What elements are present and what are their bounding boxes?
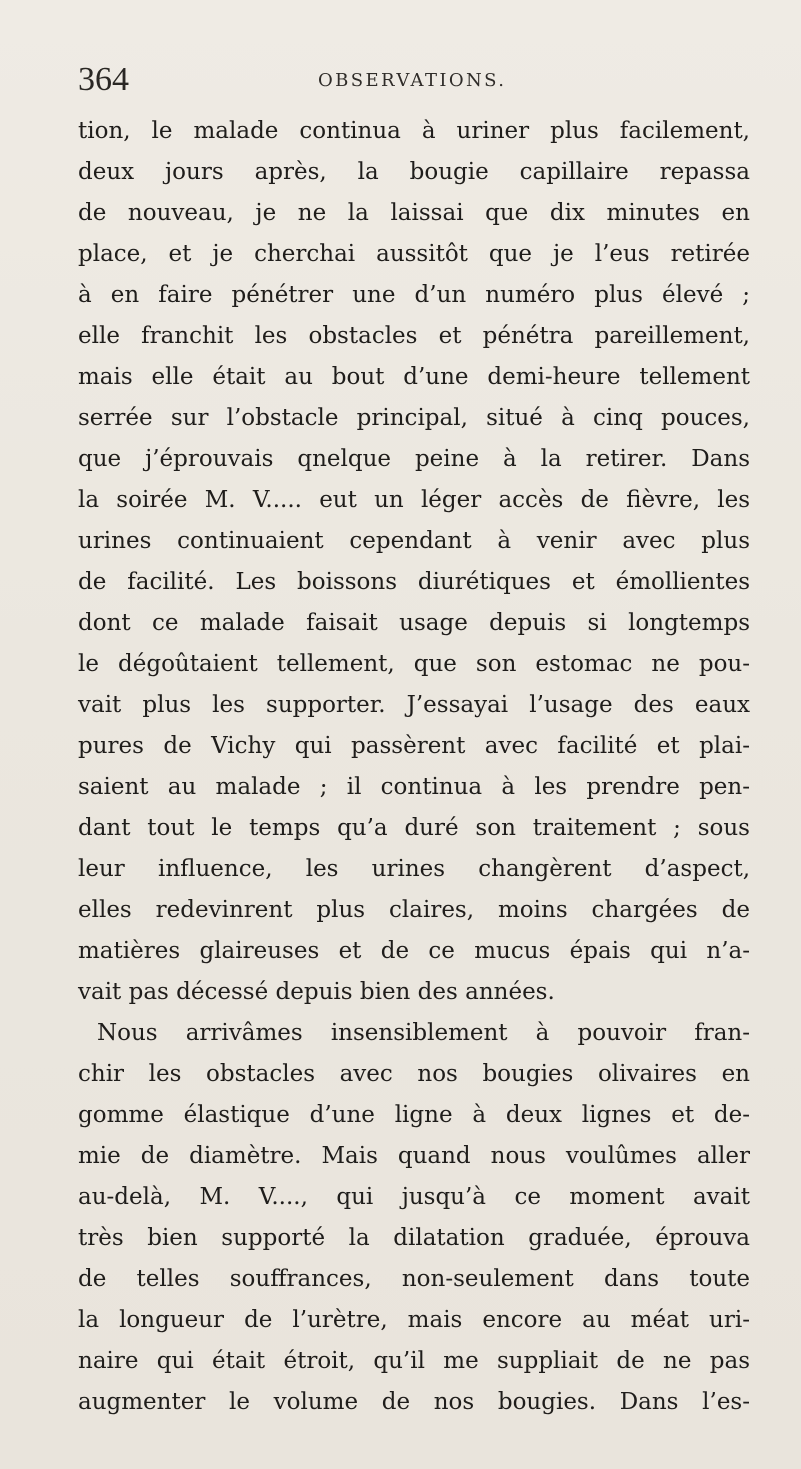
text-line: pures de Vichy qui passèrent avec facilité et plai- xyxy=(78,733,750,759)
text-line: Nous arrivâmes insensiblement à pouvoir fran- xyxy=(97,1020,750,1046)
text-line: au-delà, M. V...., qui jusqu’à ce moment avait xyxy=(78,1184,750,1210)
text-line: de telles souffrances, non-seulement dans toute xyxy=(78,1266,750,1292)
text-line: la soirée M. V..... eut un léger accès de fièvre, les xyxy=(78,487,750,513)
text-line: chir les obstacles avec nos bougies olivaires en xyxy=(78,1061,750,1087)
text-line: dant tout le temps qu’a duré son traitement ; sous xyxy=(78,815,750,841)
page-number: 364 xyxy=(78,61,129,98)
text-line: gomme élastique d’une ligne à deux lignes et de- xyxy=(78,1102,750,1128)
text-line: naire qui était étroit, qu’il me suppliait de ne pas xyxy=(78,1348,750,1374)
text-line: que j’éprouvais qnelque peine à la retirer. Dans xyxy=(78,446,750,472)
text-line: vait plus les supporter. J’essayai l’usage des eaux xyxy=(78,692,750,718)
text-line: leur influence, les urines changèrent d’aspect, xyxy=(78,856,750,882)
text-line: saient au malade ; il continua à les prendre pen- xyxy=(78,774,750,800)
text-line: deux jours après, la bougie capillaire repassa xyxy=(78,159,750,185)
text-line: dont ce malade faisait usage depuis si longtemps xyxy=(78,610,750,636)
running-head: OBSERVATIONS. xyxy=(318,70,507,91)
text-line: matières glaireuses et de ce mucus épais qui n’a- xyxy=(78,938,750,964)
text-line: place, et je cherchai aussitôt que je l’eus retirée xyxy=(78,241,750,267)
text-line: le dégoûtaient tellement, que son estomac ne pou- xyxy=(78,651,750,677)
body-text xyxy=(78,111,750,1423)
text-line: augmenter le volume de nos bougies. Dans l’es- xyxy=(78,1389,750,1415)
text-line: à en faire pénétrer une d’un numéro plus élevé ; xyxy=(78,282,750,308)
text-line: elle franchit les obstacles et pénétra pareillement, xyxy=(78,323,750,349)
text-line: très bien supporté la dilatation graduée, éprouva xyxy=(78,1225,750,1251)
text-line: vait pas décessé depuis bien des années. xyxy=(78,979,555,1005)
text-line: de facilité. Les boissons diurétiques et émollientes xyxy=(78,569,750,595)
text-line: urines continuaient cependant à venir avec plus xyxy=(78,528,750,554)
text-line: serrée sur l’obstacle principal, situé à cinq pouces, xyxy=(78,405,750,431)
text-line: de nouveau, je ne la laissai que dix minutes en xyxy=(78,200,750,226)
text-line: mais elle était au bout d’une demi-heure tellement xyxy=(78,364,750,390)
text-line: la longueur de l’urètre, mais encore au méat uri- xyxy=(78,1307,750,1333)
page-header xyxy=(78,60,728,100)
text-line: mie de diamètre. Mais quand nous voulûmes aller xyxy=(78,1143,750,1169)
text-line: elles redevinrent plus claires, moins chargées de xyxy=(78,897,750,923)
text-line: tion, le malade continua à uriner plus facilement, xyxy=(78,118,750,144)
